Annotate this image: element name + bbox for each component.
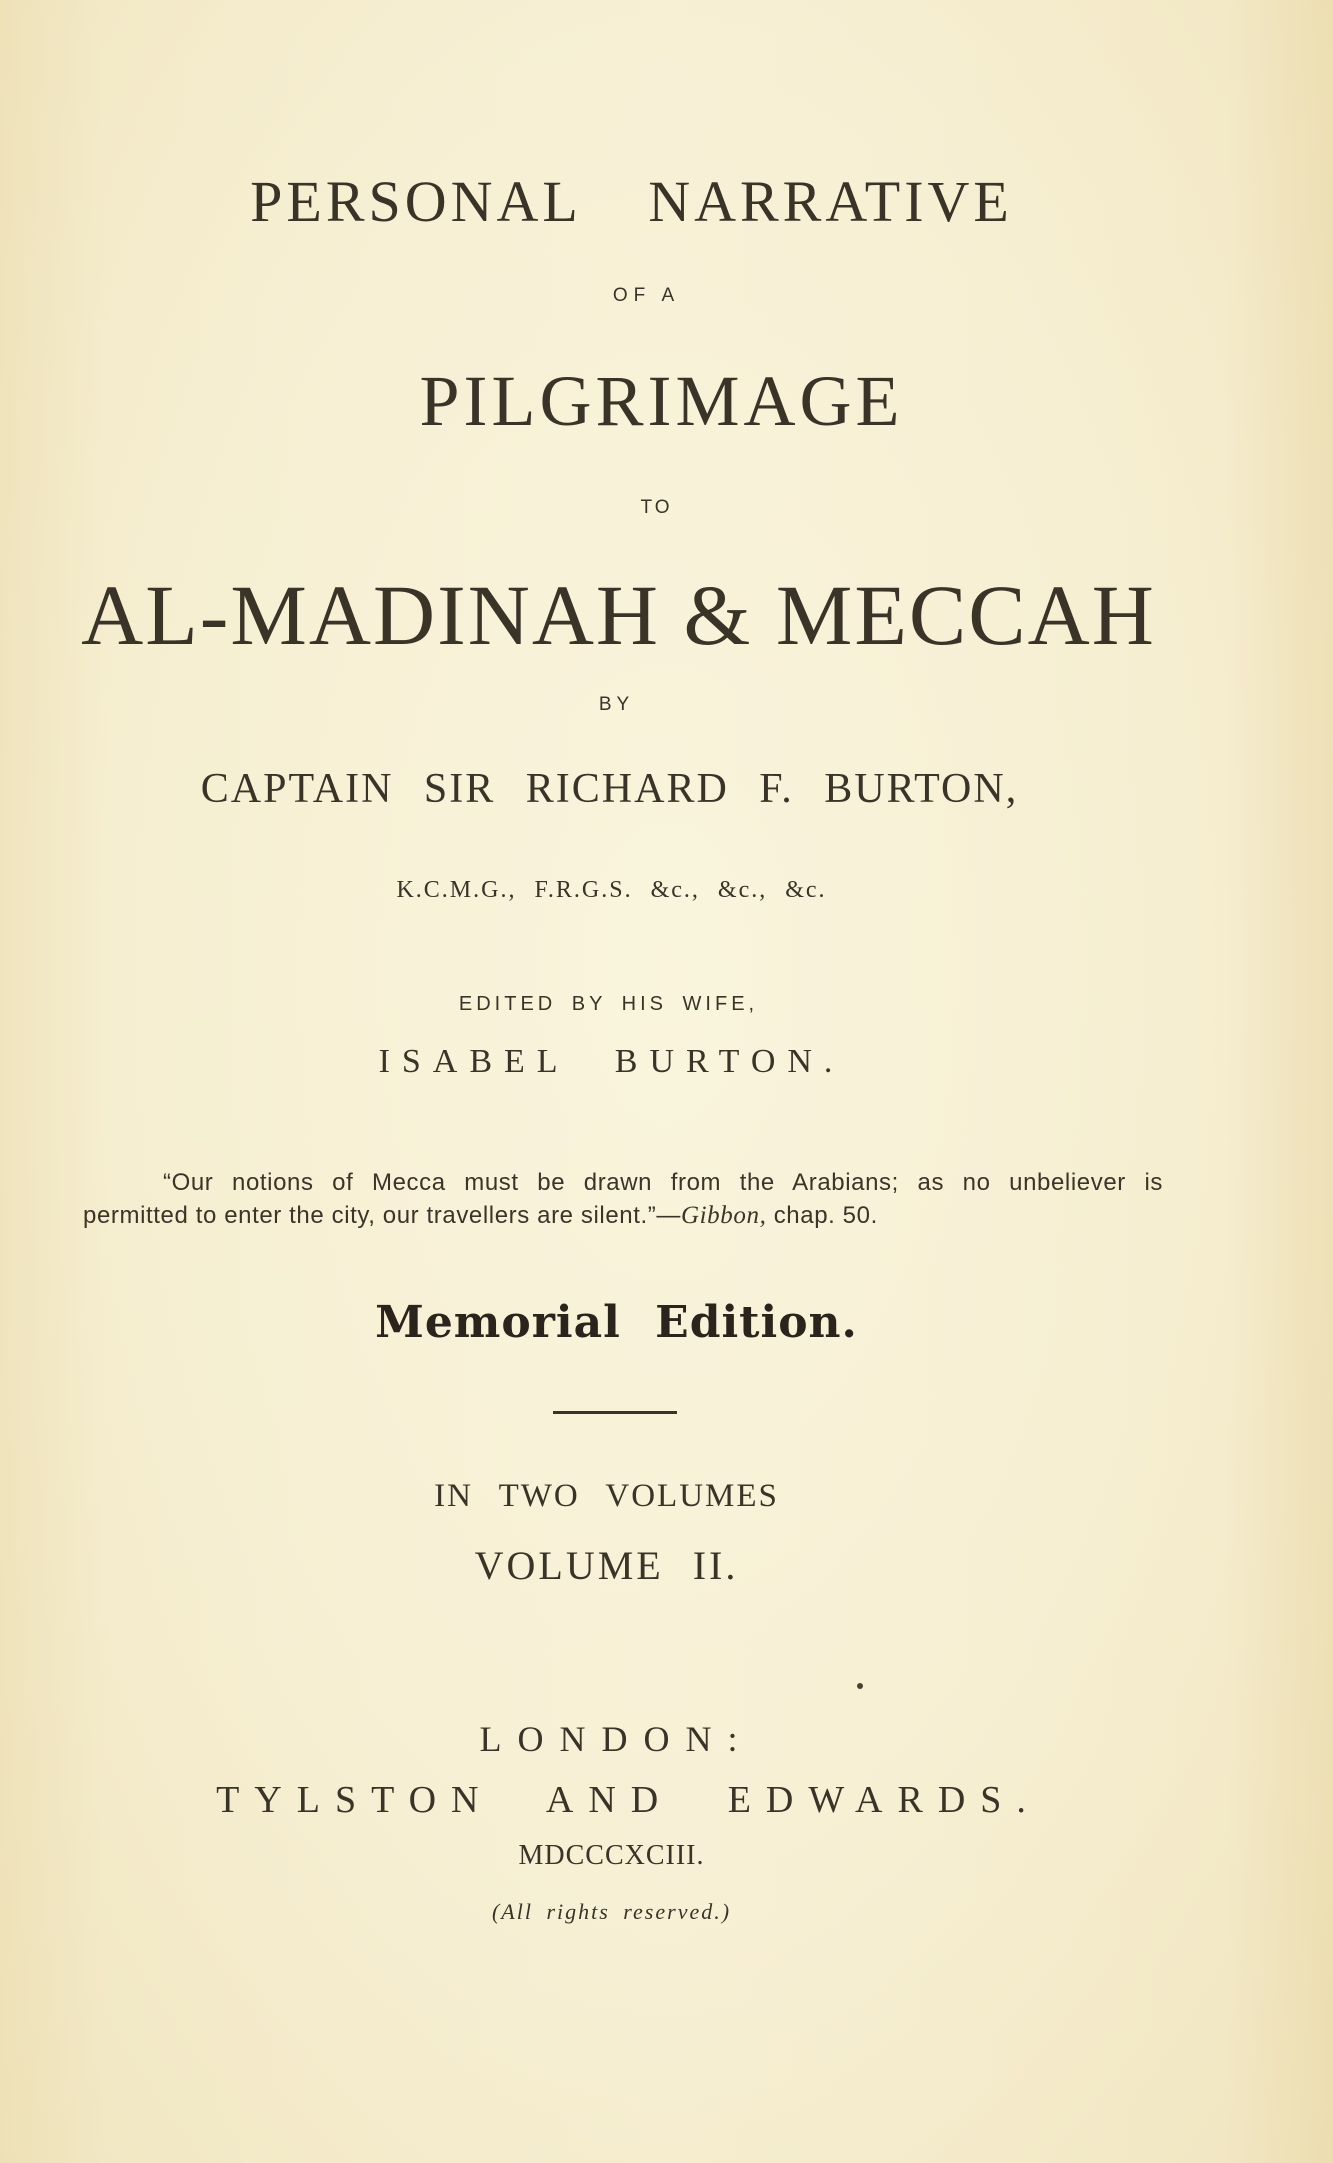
title-to: TO — [640, 497, 673, 518]
title-line-pilgrimage: PILGRIMAGE — [419, 361, 904, 441]
epigraph-line-2-text: permitted to enter the city, our travellers are silent.”— — [83, 1202, 681, 1229]
title-line-personal-narrative: PERSONAL NARRATIVE — [250, 169, 1013, 234]
epigraph — [83, 1166, 1163, 1232]
volume-number: VOLUME II. — [474, 1543, 739, 1588]
imprint-city: LONDON: — [479, 1719, 754, 1759]
editor-name: ISABEL BURTON. — [378, 1043, 845, 1080]
epigraph-chapter: chap. 50. — [766, 1202, 878, 1229]
title-by: BY — [598, 694, 635, 715]
edition-label: Memorial Edition. — [375, 1297, 858, 1348]
title-of-a: OF A — [612, 285, 681, 306]
title-line-destination: AL-MADINAH & MECCAH — [81, 567, 1156, 663]
publication-year: MDCCCXCIII. — [518, 1840, 705, 1871]
epigraph-citation: Gibbon, — [680, 1202, 767, 1229]
epigraph-line-2 — [83, 1199, 1163, 1232]
divider-rule — [553, 1411, 677, 1414]
volumes-count: IN TWO VOLUMES — [434, 1478, 779, 1514]
rights-notice: (All rights reserved.) — [491, 1899, 732, 1924]
author-name: CAPTAIN SIR RICHARD F. BURTON, — [200, 766, 1019, 812]
author-honours: K.C.M.G., F.R.G.S. &c., &c., &c. — [396, 877, 827, 903]
edited-by-line: EDITED BY HIS WIFE, — [458, 993, 759, 1015]
publisher-name: TYLSTON AND EDWARDS. — [216, 1779, 1041, 1821]
print-speck — [857, 1683, 863, 1689]
epigraph-line-1: “Our notions of Mecca must be drawn from the Arabians; as no unbeliever is — [163, 1169, 1163, 1196]
